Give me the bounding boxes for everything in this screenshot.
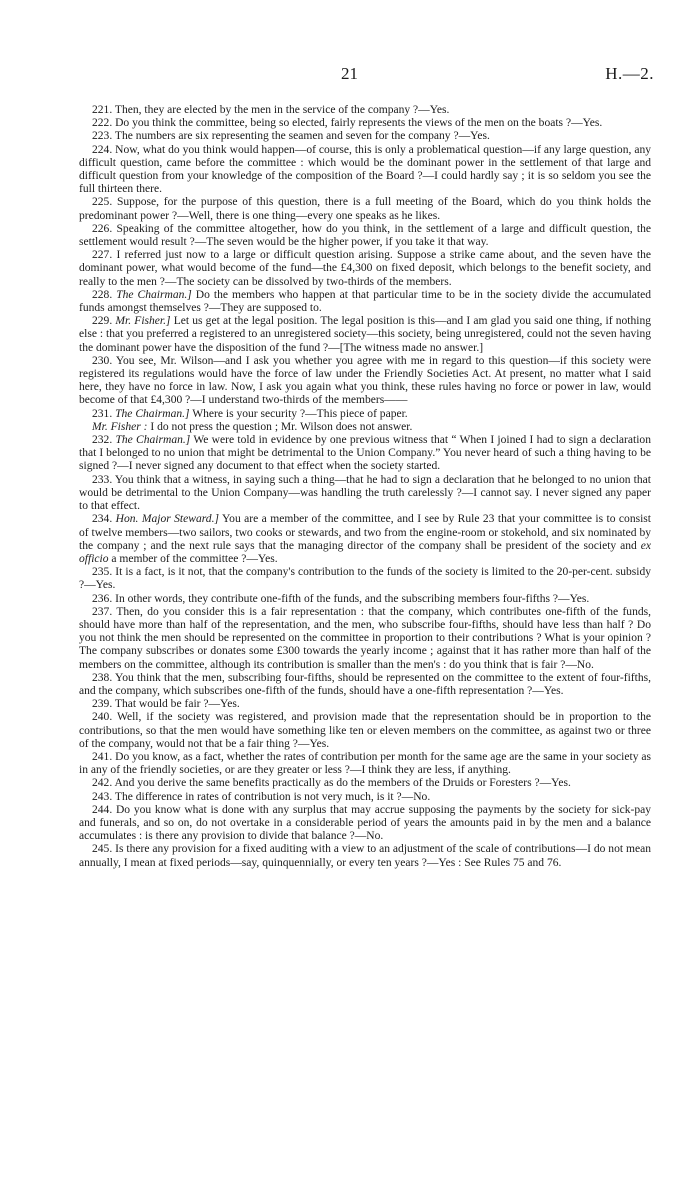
speaker-label: Mr. Fisher : <box>92 420 148 433</box>
paragraph-225: 225. Suppose, for the purpose of this question, there is a full meeting of the Board, which do you think holds the predominant power ?—Well, there is one thing—every one speaks as he likes. <box>79 196 651 222</box>
paragraph-228: 228. The Chairman.] Do the members who happen at that particular time to be in the society divide the accumulated funds amongst themselves ?—They are supposed to. <box>79 288 652 315</box>
page-number: 21 <box>341 64 358 83</box>
paragraph-245: 245. Is there any provision for a fixed auditing with a view to an adjustment of the scale of contributions—I do not mean annually, I mean at fixed periods—say, quinquennially, or every ten years ?—Yes : See Rules 75 and 76. <box>79 843 651 869</box>
paragraph-222: 222. Do you think the committee, being so elected, fairly represents the views of the men on the boats ?—Yes. <box>92 117 603 130</box>
paragraph-242: 242. And you derive the same benefits practically as do the members of the Druids or Foresters ?—Yes. <box>92 777 571 790</box>
document-reference: H.—2. <box>605 64 654 83</box>
speaker-label: The Chairman.] <box>115 434 191 447</box>
paragraph-223: 223. The numbers are six representing the seamen and seven for the company ?—Yes. <box>92 130 490 143</box>
speaker-label: Hon. Major Steward.] <box>115 513 219 526</box>
speaker-label: Mr. Fisher.] <box>115 315 171 328</box>
paragraph-232: 232. The Chairman.] We were told in evidence by one previous witness that “ When I joined I had to sign a declaration that I belonged to no union that might be detrimental to the Union Company.” You never heard of such a thing having to be signed ?—I never signed any document to that effect when the society started. <box>79 434 651 473</box>
page-header <box>0 64 700 86</box>
paragraph-229: 229. Mr. Fisher.] Let us get at the legal position. The legal position is this—and I am glad you said one thing, if nothing else : that you preferred a registered to an unregistered society—this society, being unregistered, could not the seven having the dominant power have the disposition of the fund ?—[The witness made no answer.] <box>79 315 652 354</box>
evidence-transcript <box>79 104 651 870</box>
paragraph-230: 230. You see, Mr. Wilson—and I ask you whether you agree with me in regard to this question—if this society were registered its regulations would have the force of law under the Friendly Societies Act. At present, no matter what I said here, they have no force in law. Now, I ask you again what you think, these rules having no force or power in law, would become of that £4,300 ?—I understand two-thirds of the members—— <box>79 354 651 407</box>
speaker-label: The Chairman.] <box>115 407 190 420</box>
paragraph-235: 235. It is a fact, is it not, that the company's contribution to the funds of the society is limited to the 20-per-cent. subsidy ?—Yes. <box>79 566 651 592</box>
paragraph-233: 233. You think that a witness, in saying such a thing—that he had to sign a declaration that he belonged to no union that would be detrimental to the Union Company—was handling the truth carelessly ?—I cannot say. I never signed any paper to that effect. <box>79 473 651 513</box>
latin-term: ex officio <box>79 539 651 565</box>
paragraph-237: 237. Then, do you consider this is a fair representation : that the company, which contributes one-fifth of the funds, should have more than half of the representation, and the men, who subscribe four-fifths, should have less than half ? Do you not think the men should be represented on the committee in proportion to their contributions ? What is your opinion ? The company subscribes or donates some £300 towards the yearly income ; against that it has rather more than half of the members on the committee, although its contribution is smaller than the men's : do you think that is fair ?—No. <box>79 605 651 671</box>
paragraph-226: 226. Speaking of the committee altogether, how do you think, in the settlement of a large and difficult question, the settlement would result ?—The seven would be the higher power, if you take it that way. <box>79 222 651 249</box>
paragraph-241: 241. Do you know, as a fact, whether the rates of contribution per month for the same age are the same in your society as in any of the friendly societies, or are they greater or less ?—I think they are less, if anything. <box>79 750 651 777</box>
paragraph-interjection: Mr. Fisher : I do not press the question ; Mr. Wilson does not answer. <box>92 420 413 433</box>
paragraph-239: 239. That would be fair ?—Yes. <box>92 698 240 711</box>
paragraph-231: 231. The Chairman.] Where is your security ?—This piece of paper. <box>92 407 408 420</box>
paragraph-227: 227. I referred just now to a large or difficult question arising. Suppose a strike came about, and the seven have the dominant power, what would become of the fund—the £4,300 on fixed deposit, which belongs to the benefit society, and really to the men ?—The society can be dissolved by two-thirds of the members. <box>79 249 651 288</box>
paragraph-240: 240. Well, if the society was registered, and provision made that the representation should be in proportion to the contributions, so that the men would have something like ten or eleven members on the committee, as against two or three of the company, would not that be a fair thing ?—Yes. <box>79 711 651 750</box>
paragraph-238: 238. You think that the men, subscribing four-fifths, should be represented on the committee to the extent of four-fifths, and the company, which subscribes one-fifth of the funds, should have a one-fifth representation ?—Yes. <box>79 671 651 697</box>
paragraph-221: 221. Then, they are elected by the men in the service of the company ?—Yes. <box>92 104 450 116</box>
paragraph-244: 244. Do you know what is done with any surplus that may accrue supposing the payments by the society for sick-pay and funerals, and so on, do not overtake in a considerable period of years the amounts paid in by the men and a balance accumulates : is there any provision to divide that balance ?—No. <box>79 803 651 843</box>
speaker-label: The Chairman.] <box>116 288 192 301</box>
paragraph-236: 236. In other words, they contribute one-fifth of the funds, and the subscribing members four-fifths ?—Yes. <box>92 592 590 605</box>
paragraph-224: 224. Now, what do you think would happen—of course, this is only a problematical question—if any large question, any difficult question, came before the committee : which would be the dominant power in the settlement of that large and difficult question from your knowledge of the composition of the Board ?—I could hardly say ; it is so seldom you see the full thirteen there. <box>79 143 651 196</box>
paragraph-234: 234. Hon. Major Steward.] You are a member of the committee, and I see by Rule 23 that your committee is to consist of twelve members—two sailors, two cooks or stewards, and two from the engine-room or stokehold, and six nominated by the company ; and the next rule says that the managing director of the company shall be president of the society and ex officio a member of the committee ?—Yes. <box>79 513 652 565</box>
paragraph-243: 243. The difference in rates of contribution is not very much, is it ?—No. <box>92 790 431 803</box>
